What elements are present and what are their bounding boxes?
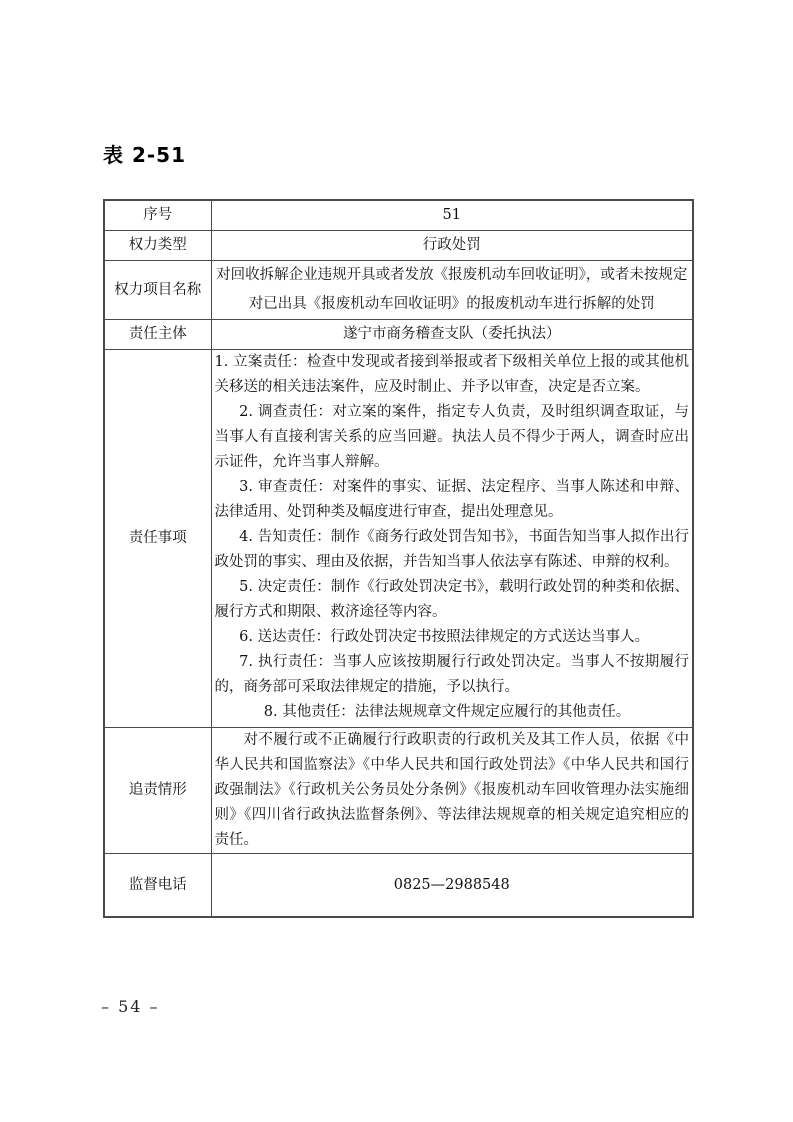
supervision-phone-label-cell: 监督电话 bbox=[104, 854, 211, 918]
duty-paragraph-5: 5. 决定责任：制作《行政处罚决定书》，载明行政处罚的种类和依据、履行方式和期限、救济途径等内容。 bbox=[214, 579, 689, 620]
responsible-entity-value-cell: 遂宁市商务稽查支队（委托执法） bbox=[211, 320, 693, 350]
table-row-power-type bbox=[104, 231, 693, 261]
table-row-supervision-phone bbox=[104, 854, 693, 918]
accountability-label-cell: 追责情形 bbox=[104, 728, 211, 854]
duty-paragraph-1: 1. 立案责任：检查中发现或者接到举报或者下级相关单位上报的或其他机关移送的相关违法案件，应及时制止、并予以审查，决定是否立案。 bbox=[214, 354, 689, 395]
duty-paragraph-2: 2. 调查责任：对立案的案件，指定专人负责，及时组织调查取证，与当事人有直接利害关系的应当回避。执法人员不得少于两人，调查时应出示证件，允许当事人辩解。 bbox=[214, 404, 689, 470]
responsible-entity-label-cell: 责任主体 bbox=[104, 320, 211, 350]
table-row-responsible-entity bbox=[104, 320, 693, 350]
serial-label-cell: 序号 bbox=[104, 200, 211, 231]
duty-items-value-cell bbox=[211, 350, 693, 728]
duty-paragraph-6: 6. 送达责任：行政处罚决定书按照法律规定的方式送达当事人。 bbox=[239, 629, 650, 645]
table-row-power-item-name bbox=[104, 261, 693, 320]
duty-paragraph-4: 4. 告知责任：制作《商务行政处罚告知书》，书面告知当事人拟作出行政处罚的事实、理由及依据，并告知当事人依法享有陈述、申辩的权利。 bbox=[214, 529, 689, 570]
duty-paragraph-3: 3. 审查责任：对案件的事实、证据、法定程序、当事人陈述和申辩、法律适用、处罚种类及幅度进行审查，提出处理意见。 bbox=[214, 479, 689, 520]
supervision-phone-value-cell: 0825—2988548 bbox=[211, 854, 693, 918]
duty-paragraph-7: 7. 执行责任：当事人应该按期履行行政处罚决定。当事人不按期履行的，商务部可采取法律规定的措施，予以执行。 bbox=[214, 654, 689, 695]
serial-value-cell: 51 bbox=[211, 200, 693, 231]
table-row-accountability bbox=[104, 728, 693, 854]
table-row-duty-items bbox=[104, 350, 693, 728]
duty-items-label-cell: 责任事项 bbox=[104, 350, 211, 728]
power-item-name-value-cell: 对回收拆解企业违规开具或者发放《报废机动车回收证明》，或者未按规定对已出具《报废机动车回收证明》的报废机动车进行拆解的处罚 bbox=[211, 261, 693, 320]
table-row-serial bbox=[104, 200, 693, 231]
page-number: – 54 – bbox=[101, 997, 160, 1016]
power-item-table bbox=[103, 199, 694, 918]
duty-paragraph-8: 8. 其他责任：法律法规规章文件规定应履行的其他责任。 bbox=[263, 704, 631, 720]
power-type-value-cell: 行政处罚 bbox=[211, 231, 693, 261]
power-type-label-cell: 权力类型 bbox=[104, 231, 211, 261]
power-item-name-label-cell: 权力项目名称 bbox=[104, 261, 211, 320]
accountability-value-cell bbox=[211, 728, 693, 854]
table-title: 表 2-51 bbox=[103, 143, 187, 167]
accountability-paragraph: 对不履行或不正确履行行政职责的行政机关及其工作人员，依据《中华人民共和国监察法》《中华人民共和国行政处罚法》《中华人民共和国行政强制法》《行政机关公务员处分条例》《报废机动车回收管理办法实施细则》《四川省行政执法监督条例》、等法律法规规章的相关规定追究相应的责任。 bbox=[214, 732, 689, 848]
